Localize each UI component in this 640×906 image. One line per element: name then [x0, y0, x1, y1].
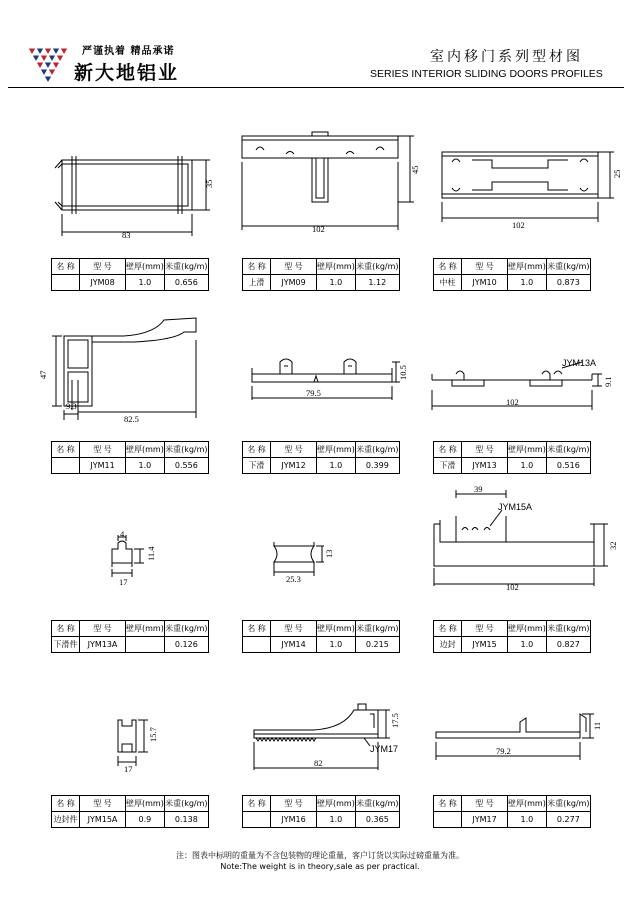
thickness-cell: 1.0	[508, 275, 547, 291]
thickness-cell: 1.0	[508, 812, 547, 828]
profile-drawing-jym13	[426, 352, 626, 422]
header-cell: 米重(kg/m)	[164, 796, 208, 812]
header-cell: 米重(kg/m)	[546, 621, 590, 637]
company-slogan: 严谨执着 精品承诺	[82, 46, 175, 57]
header-cell: 名 称	[243, 442, 271, 458]
header-cell: 米重(kg/m)	[546, 442, 590, 458]
name-cell	[52, 275, 80, 291]
header-cell: 型 号	[462, 259, 508, 275]
spec-table-jym16	[242, 795, 400, 828]
thickness-cell: 0.9	[126, 812, 165, 828]
model-cell: JYM09	[271, 275, 317, 291]
dim-text: 102	[312, 224, 325, 234]
header-cell: 型 号	[271, 621, 317, 637]
header-cell: 壁厚(mm)	[126, 796, 165, 812]
header-cell: 型 号	[462, 442, 508, 458]
dim-text: 102	[506, 582, 519, 592]
weight-cell: 0.215	[355, 637, 399, 653]
dim-text: 11.4	[146, 546, 156, 561]
model-cell: JYM10	[462, 275, 508, 291]
dim-text: 102	[512, 220, 525, 230]
weight-cell: 0.399	[355, 458, 399, 474]
header-cell: 型 号	[271, 796, 317, 812]
spec-table-jym11	[51, 441, 209, 474]
profile-drawing-jym13a	[104, 529, 174, 593]
weight-cell: 0.873	[546, 275, 590, 291]
dim-text: 11	[592, 721, 602, 730]
header-cell: 型 号	[80, 621, 126, 637]
dim-text: 15.7	[148, 727, 158, 742]
profile-drawing-jym12	[244, 352, 414, 412]
profile-drawing-jym08	[50, 150, 220, 240]
dim-text: 45	[410, 165, 420, 174]
page-title-en: SERIES INTERIOR SLIDING DOORS PROFILES	[370, 68, 603, 80]
model-cell: JYM13A	[80, 637, 126, 653]
model-cell: JYM17	[462, 812, 508, 828]
page-title-cn: 室内移门系列型材图	[430, 49, 583, 65]
header-cell: 型 号	[462, 796, 508, 812]
callout-label: JYM13A	[562, 358, 597, 368]
thickness-cell: 1.0	[508, 458, 547, 474]
header-cell: 米重(kg/m)	[164, 442, 208, 458]
name-cell	[52, 458, 80, 474]
weight-cell: 1.12	[355, 275, 399, 291]
thickness-cell: 1.0	[317, 812, 356, 828]
dim-text: 39	[474, 484, 483, 494]
weight-cell: 0.277	[546, 812, 590, 828]
profile-drawing-jym09	[236, 130, 431, 235]
profile-drawing-jym15	[426, 480, 626, 595]
thickness-cell: 1.0	[317, 637, 356, 653]
header-cell: 壁厚(mm)	[317, 259, 356, 275]
header-cell: 壁厚(mm)	[317, 442, 356, 458]
dim-text: 17.5	[390, 713, 400, 728]
model-cell: JYM11	[80, 458, 126, 474]
dim-text: 9.3	[66, 401, 77, 411]
name-cell: 中柱	[434, 275, 462, 291]
header-cell: 名 称	[52, 442, 80, 458]
spec-table-jym12	[242, 441, 400, 474]
name-cell: 下滑	[434, 458, 462, 474]
weight-cell: 0.827	[546, 637, 590, 653]
header-cell: 型 号	[271, 259, 317, 275]
header-cell: 名 称	[243, 259, 271, 275]
dim-text: 82	[314, 758, 323, 768]
name-cell	[434, 812, 462, 828]
header-cell: 壁厚(mm)	[508, 442, 547, 458]
header-cell: 名 称	[243, 621, 271, 637]
name-cell: 边封件	[52, 812, 80, 828]
weight-note-en: Note:The weight is in theory,sale as per practical.	[220, 862, 420, 871]
spec-table-jym15	[433, 620, 591, 653]
header-cell: 米重(kg/m)	[355, 259, 399, 275]
header-cell: 名 称	[434, 259, 462, 275]
thickness-cell: 1.0	[317, 458, 356, 474]
header-cell: 型 号	[80, 796, 126, 812]
model-cell: JYM16	[271, 812, 317, 828]
name-cell	[243, 812, 271, 828]
dim-text: 17	[124, 764, 133, 774]
weight-cell: 0.656	[164, 275, 208, 291]
dim-text: 25	[612, 169, 622, 178]
header-cell: 名 称	[52, 259, 80, 275]
spec-table-jym15a	[51, 795, 209, 828]
header-cell: 米重(kg/m)	[355, 621, 399, 637]
header-cell: 壁厚(mm)	[508, 621, 547, 637]
header-cell: 壁厚(mm)	[126, 621, 165, 637]
dim-text: 47	[38, 370, 48, 379]
header-cell: 名 称	[434, 442, 462, 458]
weight-cell: 0.516	[546, 458, 590, 474]
profile-drawing-jym11	[34, 310, 204, 425]
dim-text: 102	[506, 397, 519, 407]
header-cell: 型 号	[462, 621, 508, 637]
weight-note-cn: 注：图表中标明的重量为不含包装物的理论重量，客户订货以实际过磅重量为准。	[176, 851, 464, 860]
dim-text: 79.5	[306, 388, 321, 398]
model-cell: JYM08	[80, 275, 126, 291]
header-cell: 壁厚(mm)	[317, 796, 356, 812]
header-cell: 米重(kg/m)	[355, 442, 399, 458]
header-divider	[8, 87, 624, 88]
spec-table-jym14	[242, 620, 400, 653]
header-cell: 米重(kg/m)	[355, 796, 399, 812]
company-logo-icon	[26, 44, 70, 84]
spec-table-jym13	[433, 441, 591, 474]
thickness-cell: 1.0	[317, 275, 356, 291]
header-cell: 名 称	[243, 796, 271, 812]
name-cell	[243, 637, 271, 653]
header-cell: 型 号	[80, 442, 126, 458]
header-cell: 名 称	[434, 796, 462, 812]
name-cell: 下滑	[243, 458, 271, 474]
spec-table-jym10	[433, 258, 591, 291]
dim-text: 35	[204, 179, 214, 188]
header-cell: 壁厚(mm)	[317, 621, 356, 637]
dim-text: 10.5	[398, 365, 408, 380]
profile-drawing-jym15a	[108, 712, 178, 777]
header-cell: 米重(kg/m)	[546, 259, 590, 275]
dim-text: 32	[608, 541, 618, 550]
model-cell: JYM15A	[80, 812, 126, 828]
header-cell: 型 号	[271, 442, 317, 458]
header-cell: 壁厚(mm)	[508, 259, 547, 275]
weight-cell: 0.556	[164, 458, 208, 474]
dim-text: 83	[122, 230, 131, 240]
header-cell: 名 称	[52, 796, 80, 812]
dim-text: 25.3	[286, 574, 301, 584]
thickness-cell: 1.0	[126, 275, 165, 291]
thickness-cell: 1.0	[508, 637, 547, 653]
callout-label: JYM17	[370, 744, 399, 754]
header-cell: 名 称	[52, 621, 80, 637]
weight-cell: 0.138	[164, 812, 208, 828]
dim-text: 17	[119, 577, 128, 587]
model-cell: JYM13	[462, 458, 508, 474]
header-cell: 米重(kg/m)	[164, 259, 208, 275]
header-cell: 米重(kg/m)	[546, 796, 590, 812]
spec-table-jym17	[433, 795, 591, 828]
thickness-cell: 1.0	[126, 458, 165, 474]
weight-cell: 0.126	[164, 637, 208, 653]
header-cell: 型 号	[80, 259, 126, 275]
model-cell: JYM14	[271, 637, 317, 653]
name-cell: 上滑	[243, 275, 271, 291]
model-cell: JYM15	[462, 637, 508, 653]
spec-table-jym09	[242, 258, 400, 291]
weight-cell: 0.365	[355, 812, 399, 828]
profile-drawing-jym16	[244, 698, 414, 773]
profile-drawing-jym14	[266, 536, 346, 586]
header-cell: 壁厚(mm)	[126, 442, 165, 458]
company-name: 新大地铝业	[74, 62, 180, 84]
profile-drawing-jym10	[432, 142, 632, 232]
profile-drawing-jym17	[426, 708, 626, 778]
dim-text: 4	[120, 529, 125, 539]
dim-text: 82.5	[124, 414, 139, 424]
header-cell: 名 称	[434, 621, 462, 637]
thickness-cell	[126, 637, 165, 653]
model-cell: JYM12	[271, 458, 317, 474]
header-cell: 壁厚(mm)	[508, 796, 547, 812]
spec-table-jym13a	[51, 620, 209, 653]
header-cell: 壁厚(mm)	[126, 259, 165, 275]
dim-text: 13	[324, 549, 334, 558]
name-cell: 边封	[434, 637, 462, 653]
callout-label: JYM15A	[498, 502, 533, 512]
header-cell: 米重(kg/m)	[164, 621, 208, 637]
spec-table-jym08	[51, 258, 209, 291]
dim-text: 79.2	[496, 746, 511, 756]
dim-text: 9.1	[603, 376, 613, 387]
name-cell: 下滑件	[52, 637, 80, 653]
